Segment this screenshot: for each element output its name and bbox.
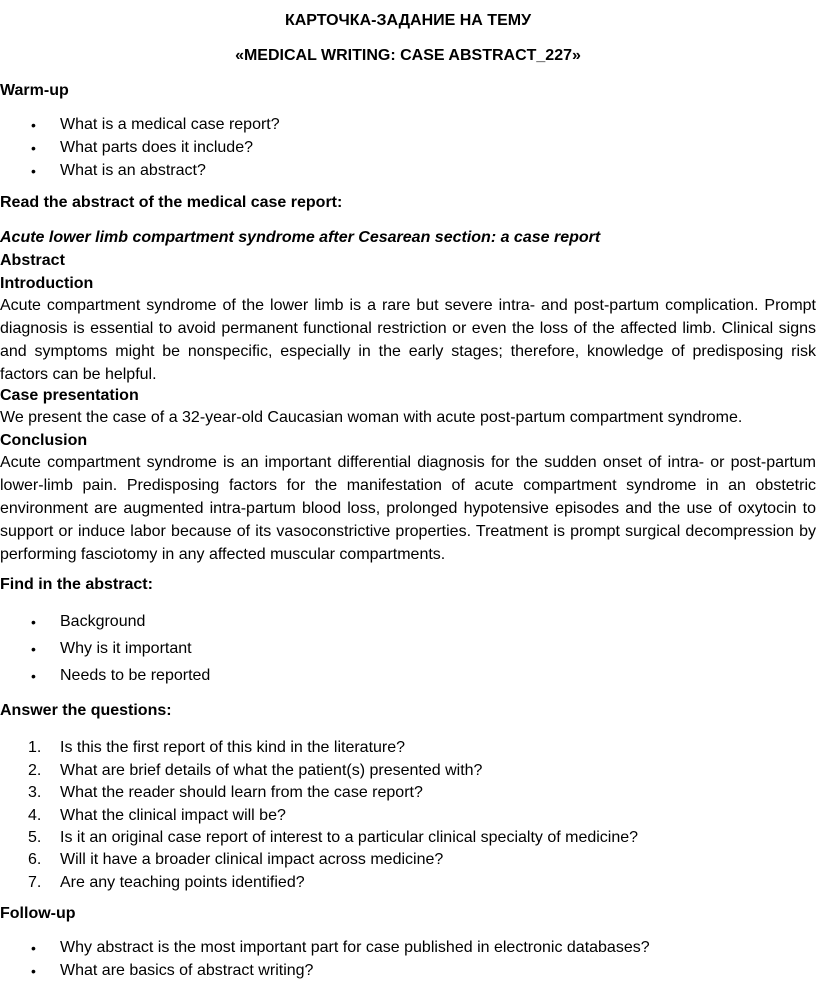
conclusion-text: Acute compartment syndrome is an important differential diagnosis for the sudden onset of intra- or post-partum lower-limb pain. Predisposing factors for the manifestation of acute compartment syndrome in an obstetric environment are augmented intra-partum blood loss, prolonged hypotensive episodes and the use of oxytocin to support or induce labor because of its vasoconstrictive properties. Treatment is prompt surgical decompression by performing fasciotomy in any affected muscular compartments. <box>0 454 816 563</box>
read-heading: Read the abstract of the medical case report: <box>0 194 343 211</box>
list-item: • Needs to be reported <box>0 665 816 687</box>
list-item: 6. Will it have a broader clinical impact across medicine? <box>28 851 444 868</box>
case-presentation-label: Case presentation <box>0 387 139 404</box>
list-item: • What are basics of abstract writing? <box>0 960 816 982</box>
list-item: • Why abstract is the most important part for case published in electronic databases? <box>0 937 816 959</box>
followup-heading: Follow-up <box>0 905 76 922</box>
bullet-icon: • <box>31 668 36 684</box>
list-item: 3. What the reader should learn from the case report? <box>28 784 423 801</box>
bullet-icon: • <box>31 641 36 657</box>
list-item: • Why is it important <box>0 638 816 660</box>
list-item: • Background <box>0 611 816 633</box>
worksheet-topic: «MEDICAL WRITING: CASE ABSTRACT_227» <box>235 47 581 64</box>
worksheet-title: КАРТОЧКА-ЗАДАНИЕ НА ТЕМУ <box>284 12 532 29</box>
warmup-heading: Warm-up <box>0 82 69 99</box>
case-presentation-text: We present the case of a 32-year-old Caucasian woman with acute post-partum compartment syndrome. <box>0 409 743 426</box>
list-item: 1. Is this the first report of this kind in the literature? <box>28 739 406 756</box>
list-item: 7. Are any teaching points identified? <box>28 874 305 891</box>
conclusion-label: Conclusion <box>0 432 88 449</box>
article-title: Acute lower limb compartment syndrome after Cesarean section: a case report <box>0 229 601 246</box>
list-item: 2. What are brief details of what the patient(s) presented with? <box>28 762 483 779</box>
introduction-text: Acute compartment syndrome of the lower limb is a rare but severe intra- and post-partum complication. Prompt diagnosis is essential to avoid permanent functional restriction or even the loss of the affected limb. Clinical signs and symptoms might be nonspecific, especially in the early stages; therefore, knowledge of predisposing risk factors can be helpful. <box>0 297 816 383</box>
list-item: • What is a medical case report? <box>0 114 816 136</box>
introduction-label: Introduction <box>0 275 94 292</box>
list-item: • What parts does it include? <box>0 137 816 159</box>
bullet-icon: • <box>31 940 36 956</box>
bullet-icon: • <box>31 117 36 133</box>
list-item: 5. Is it an original case report of interest to a particular clinical specialty of medicine? <box>28 829 639 846</box>
find-heading: Find in the abstract: <box>0 576 153 593</box>
bullet-icon: • <box>31 963 36 979</box>
bullet-icon: • <box>31 140 36 156</box>
list-item: • What is an abstract? <box>0 160 816 182</box>
bullet-icon: • <box>31 614 36 630</box>
bullet-icon: • <box>31 163 36 179</box>
abstract-label: Abstract <box>0 252 65 269</box>
list-item: 4. What the clinical impact will be? <box>28 807 286 824</box>
questions-heading: Answer the questions: <box>0 702 172 719</box>
